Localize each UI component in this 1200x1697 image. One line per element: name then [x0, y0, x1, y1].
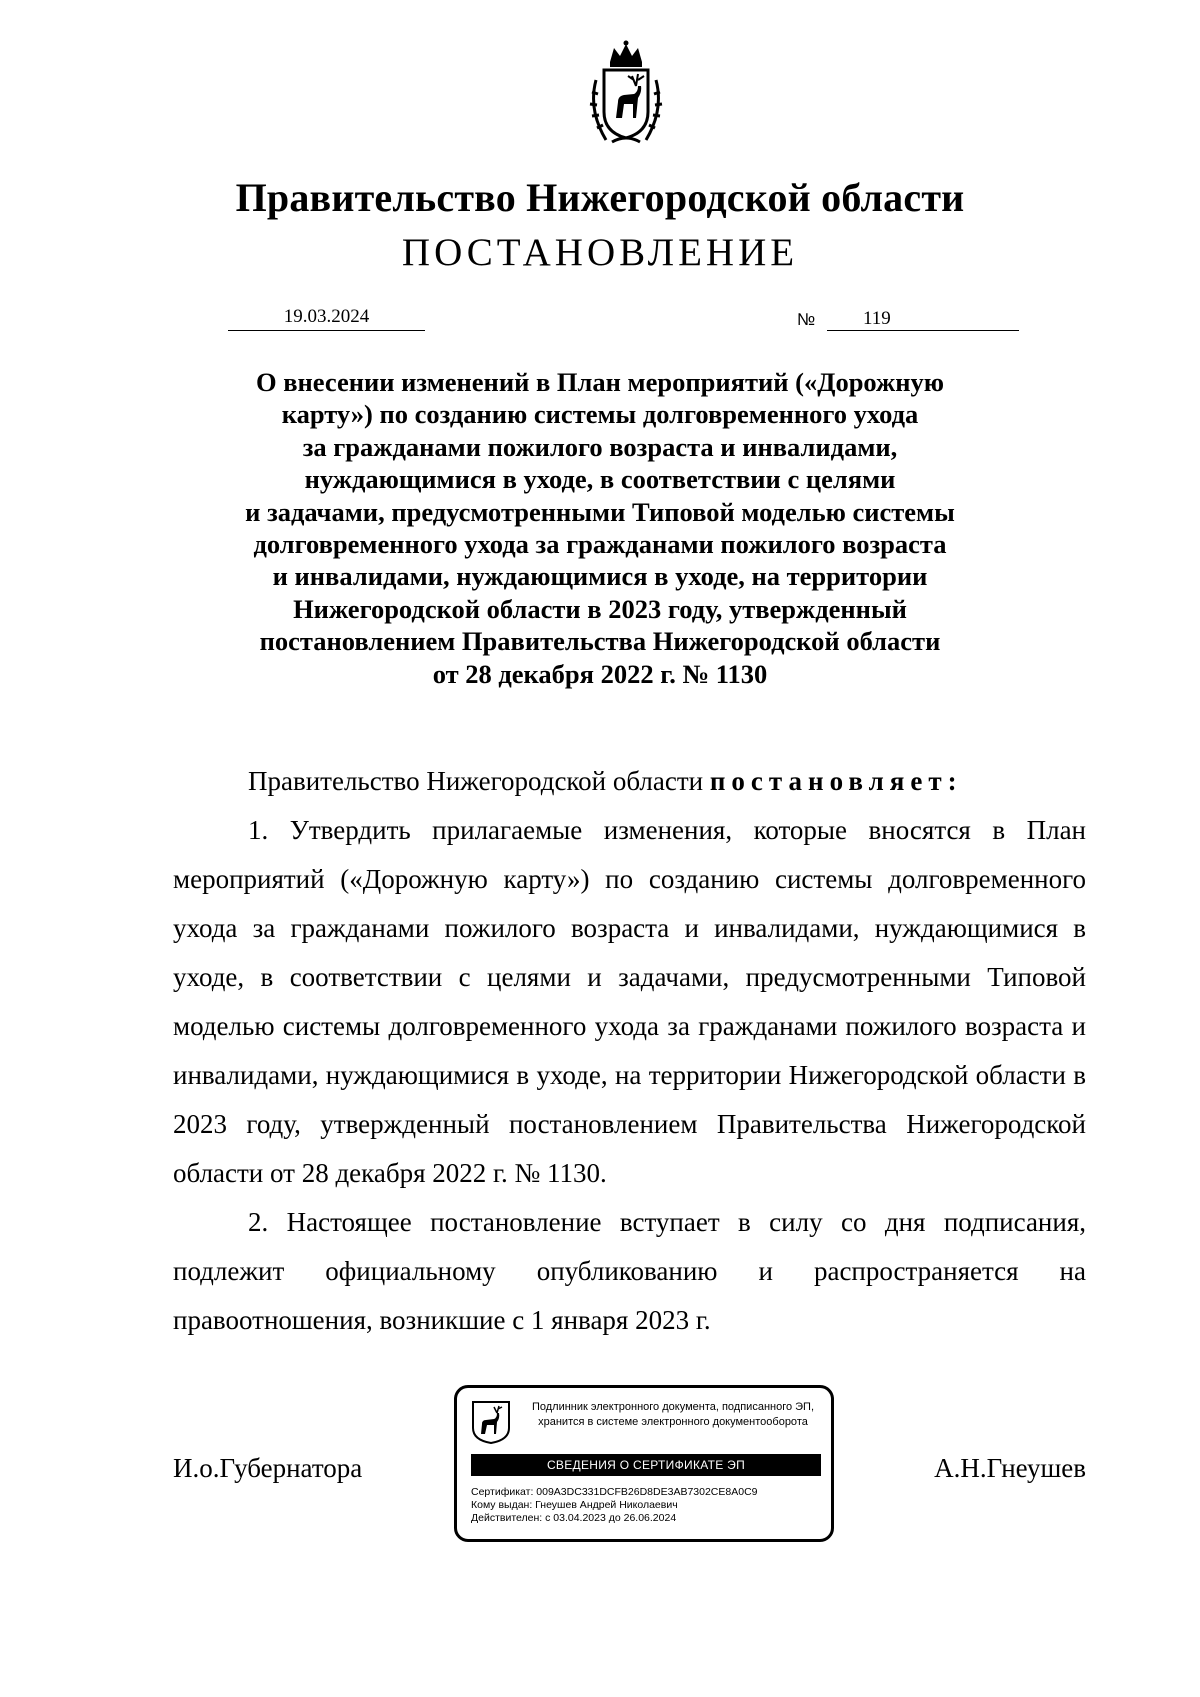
heading-line: нуждающимися в уходе, в соответствии с целями — [304, 464, 896, 495]
certificate-info-bar: СВЕДЕНИЯ О СЕРТИФИКАТЕ ЭП — [471, 1454, 821, 1476]
heading-line: и задачами, предусмотренными Типовой моделью системы — [245, 496, 955, 527]
heading-line: О внесении изменений в План мероприятий («Дорожную — [255, 367, 945, 397]
document-number: 119 — [863, 308, 891, 329]
heading-line: Нижегородской области в 2023 году, утвержденный — [293, 593, 907, 624]
electronic-signature-stamp — [454, 1385, 834, 1542]
item-2-paragraph: 2. Настоящее постановление вступает в силу со дня подписания, подлежит официальному опубликованию и распространяется на правоотношения, возникшие с 1 января 2023 г. — [173, 1207, 1086, 1335]
heading-line: постановлением Правительства Нижегородской области — [259, 626, 941, 657]
certificate-details — [471, 1486, 758, 1525]
stamp-note — [523, 1400, 823, 1430]
preamble-emphasis: постановляет: — [709, 766, 963, 796]
number-sign: № — [797, 310, 816, 329]
heading-line: и инвалидами, нуждающимися в уходе, на территории — [272, 561, 928, 592]
heading-line: от 28 декабря 2022 г. № 1130 — [432, 658, 768, 689]
stamp-note-line: хранится в системе электронного документооборота — [538, 1416, 808, 1428]
signatory-name: А.Н.Гнеушев — [934, 1453, 1086, 1483]
preamble-text: Правительство Нижегородской области — [248, 766, 710, 796]
heading-line: долговременного ухода за гражданами пожилого возраста — [253, 529, 947, 560]
deer-emblem-icon — [471, 1400, 511, 1444]
document-type: ПОСТАНОВЛЕНИЕ — [401, 231, 799, 274]
certificate-serial: Сертификат: 009A3DC331DCFB26D8DE3AB7302CE8A0C9 — [471, 1486, 758, 1498]
document-heading — [200, 366, 1000, 690]
item-1-paragraph: 1. Утвердить прилагаемые изменения, которые вносятся в План мероприятий («Дорожную карту») по созданию системы долговременного ухода за гражданами пожилого возраста и инвалидами, нуждающимися в уходе, в соответствии с целями и задачами, предусмотренными Типовой моделью системы долговременного ухода за гражданами пожилого возраста и инвалидами, нуждающимися в уходе, на территории Нижегородской области в 2023 году, утвержденный постановлением Правительства Нижегородской области от 28 декабря 2022 г. № 1130. — [173, 815, 1086, 1188]
certificate-owner: Кому выдан: Гнеушев Андрей Николаевич — [471, 1499, 678, 1511]
coat-of-arms-icon — [572, 40, 680, 148]
heading-line: карту») по созданию системы долговременного ухода — [281, 399, 919, 430]
preamble-paragraph — [173, 757, 1086, 806]
heading-line: за гражданами пожилого возраста и инвалидами, — [302, 431, 898, 462]
government-name: Правительство Нижегородской области — [235, 175, 965, 220]
document-date: 19.03.2024 — [228, 306, 425, 331]
document-body — [173, 757, 1086, 1345]
document-number-line — [827, 306, 1019, 331]
certificate-validity: Действителен: с 03.04.2023 до 26.06.2024 — [471, 1512, 677, 1524]
stamp-note-line: Подлинник электронного документа, подписанного ЭП, — [531, 1401, 815, 1413]
signatory-position: И.о.Губернатора — [173, 1453, 363, 1483]
